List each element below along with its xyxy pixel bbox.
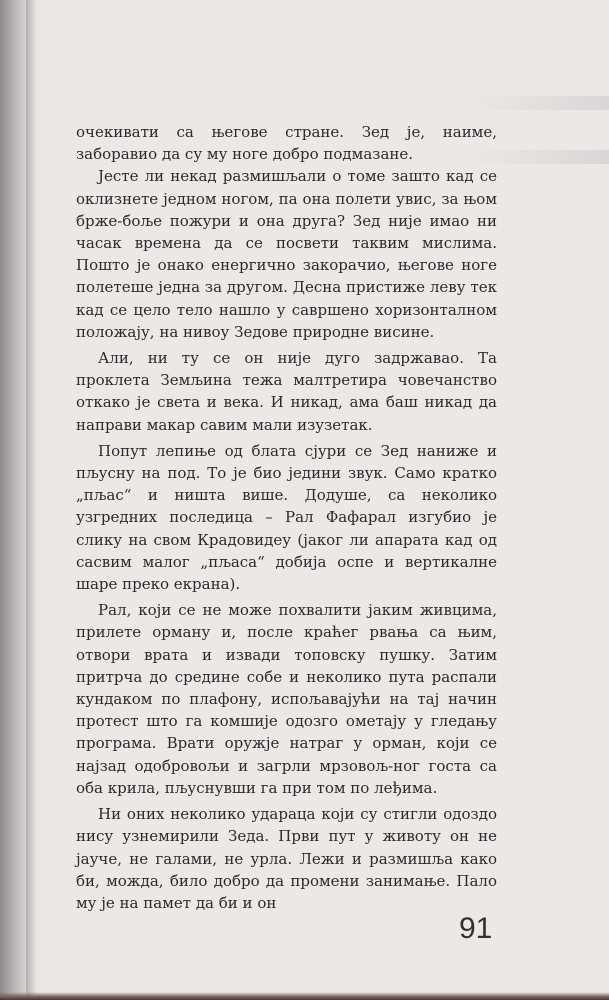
paragraph: Рал, који се не може похвалити јаким живцима, прилете орману и, после краћег рвања са њим, отвори врата и извади топовску пушку. Затим притрча до средине собе и неколико пута распали кундаком по плафону, испољавајући на тај начин протест што га комшије одозго ометају у гледању програма. Врати оружје натраг у орман, који се најзад одобровољи и загрли мрзовољ-ног госта са оба крила, пљуснувши га при том по леђима. [76, 601, 497, 797]
body-text [76, 121, 497, 914]
paragraph: очекивати са његове стране. Зед је, наиме, заборавио да су му ноге добро подмазане. [76, 123, 497, 164]
page-fold [26, 0, 36, 1000]
paragraph: Попут лепиње од блата сјури се Зед наниже и пљусну на под. То је био једини звук. Само кратко „пљас“ и ништа више. Додуше, са неколико узгредних последица – Рал Фафарал изгубио је слику на свом Крадовидеу (јаког ли апарата кад од сасвим малог „пљаса“ добија оспе и вертикалне шаре преко екрана). [76, 441, 497, 594]
page-bottom-edge [0, 992, 609, 1000]
bleed-through-mark [469, 96, 609, 110]
paragraph: Али, ни ту се он није дуго задржавао. Та проклета Земљина тежа малтретира човечанство откако је света и века. И никад, ама баш никад да направи макар савим мали изузетак. [76, 349, 497, 434]
page-number: 91 [459, 912, 493, 945]
paragraph: Јесте ли некад размишљали о томе зашто кад се оклизнете једном ногом, па она полети увис, за њом брже-боље пожури и она друга? Зед није имао ни часак времена да се посвети таквим мислима. Пошто је онако енергично закорачио, његове ноге полетеше једна за другом. Десна пристиже леву тек кад се цело тело нашло у савршено хоризонталном положају, на нивоу Зедове природне висине. [76, 167, 497, 341]
paragraph: Ни оних неколико удараца који су стигли одоздо нису узнемирили Зеда. Први пут у животу он не јауче, не галами, не урла. Лежи и размишља како би, можда, било добро да промени занимање. Пало му је на памет да би и он [76, 805, 497, 912]
